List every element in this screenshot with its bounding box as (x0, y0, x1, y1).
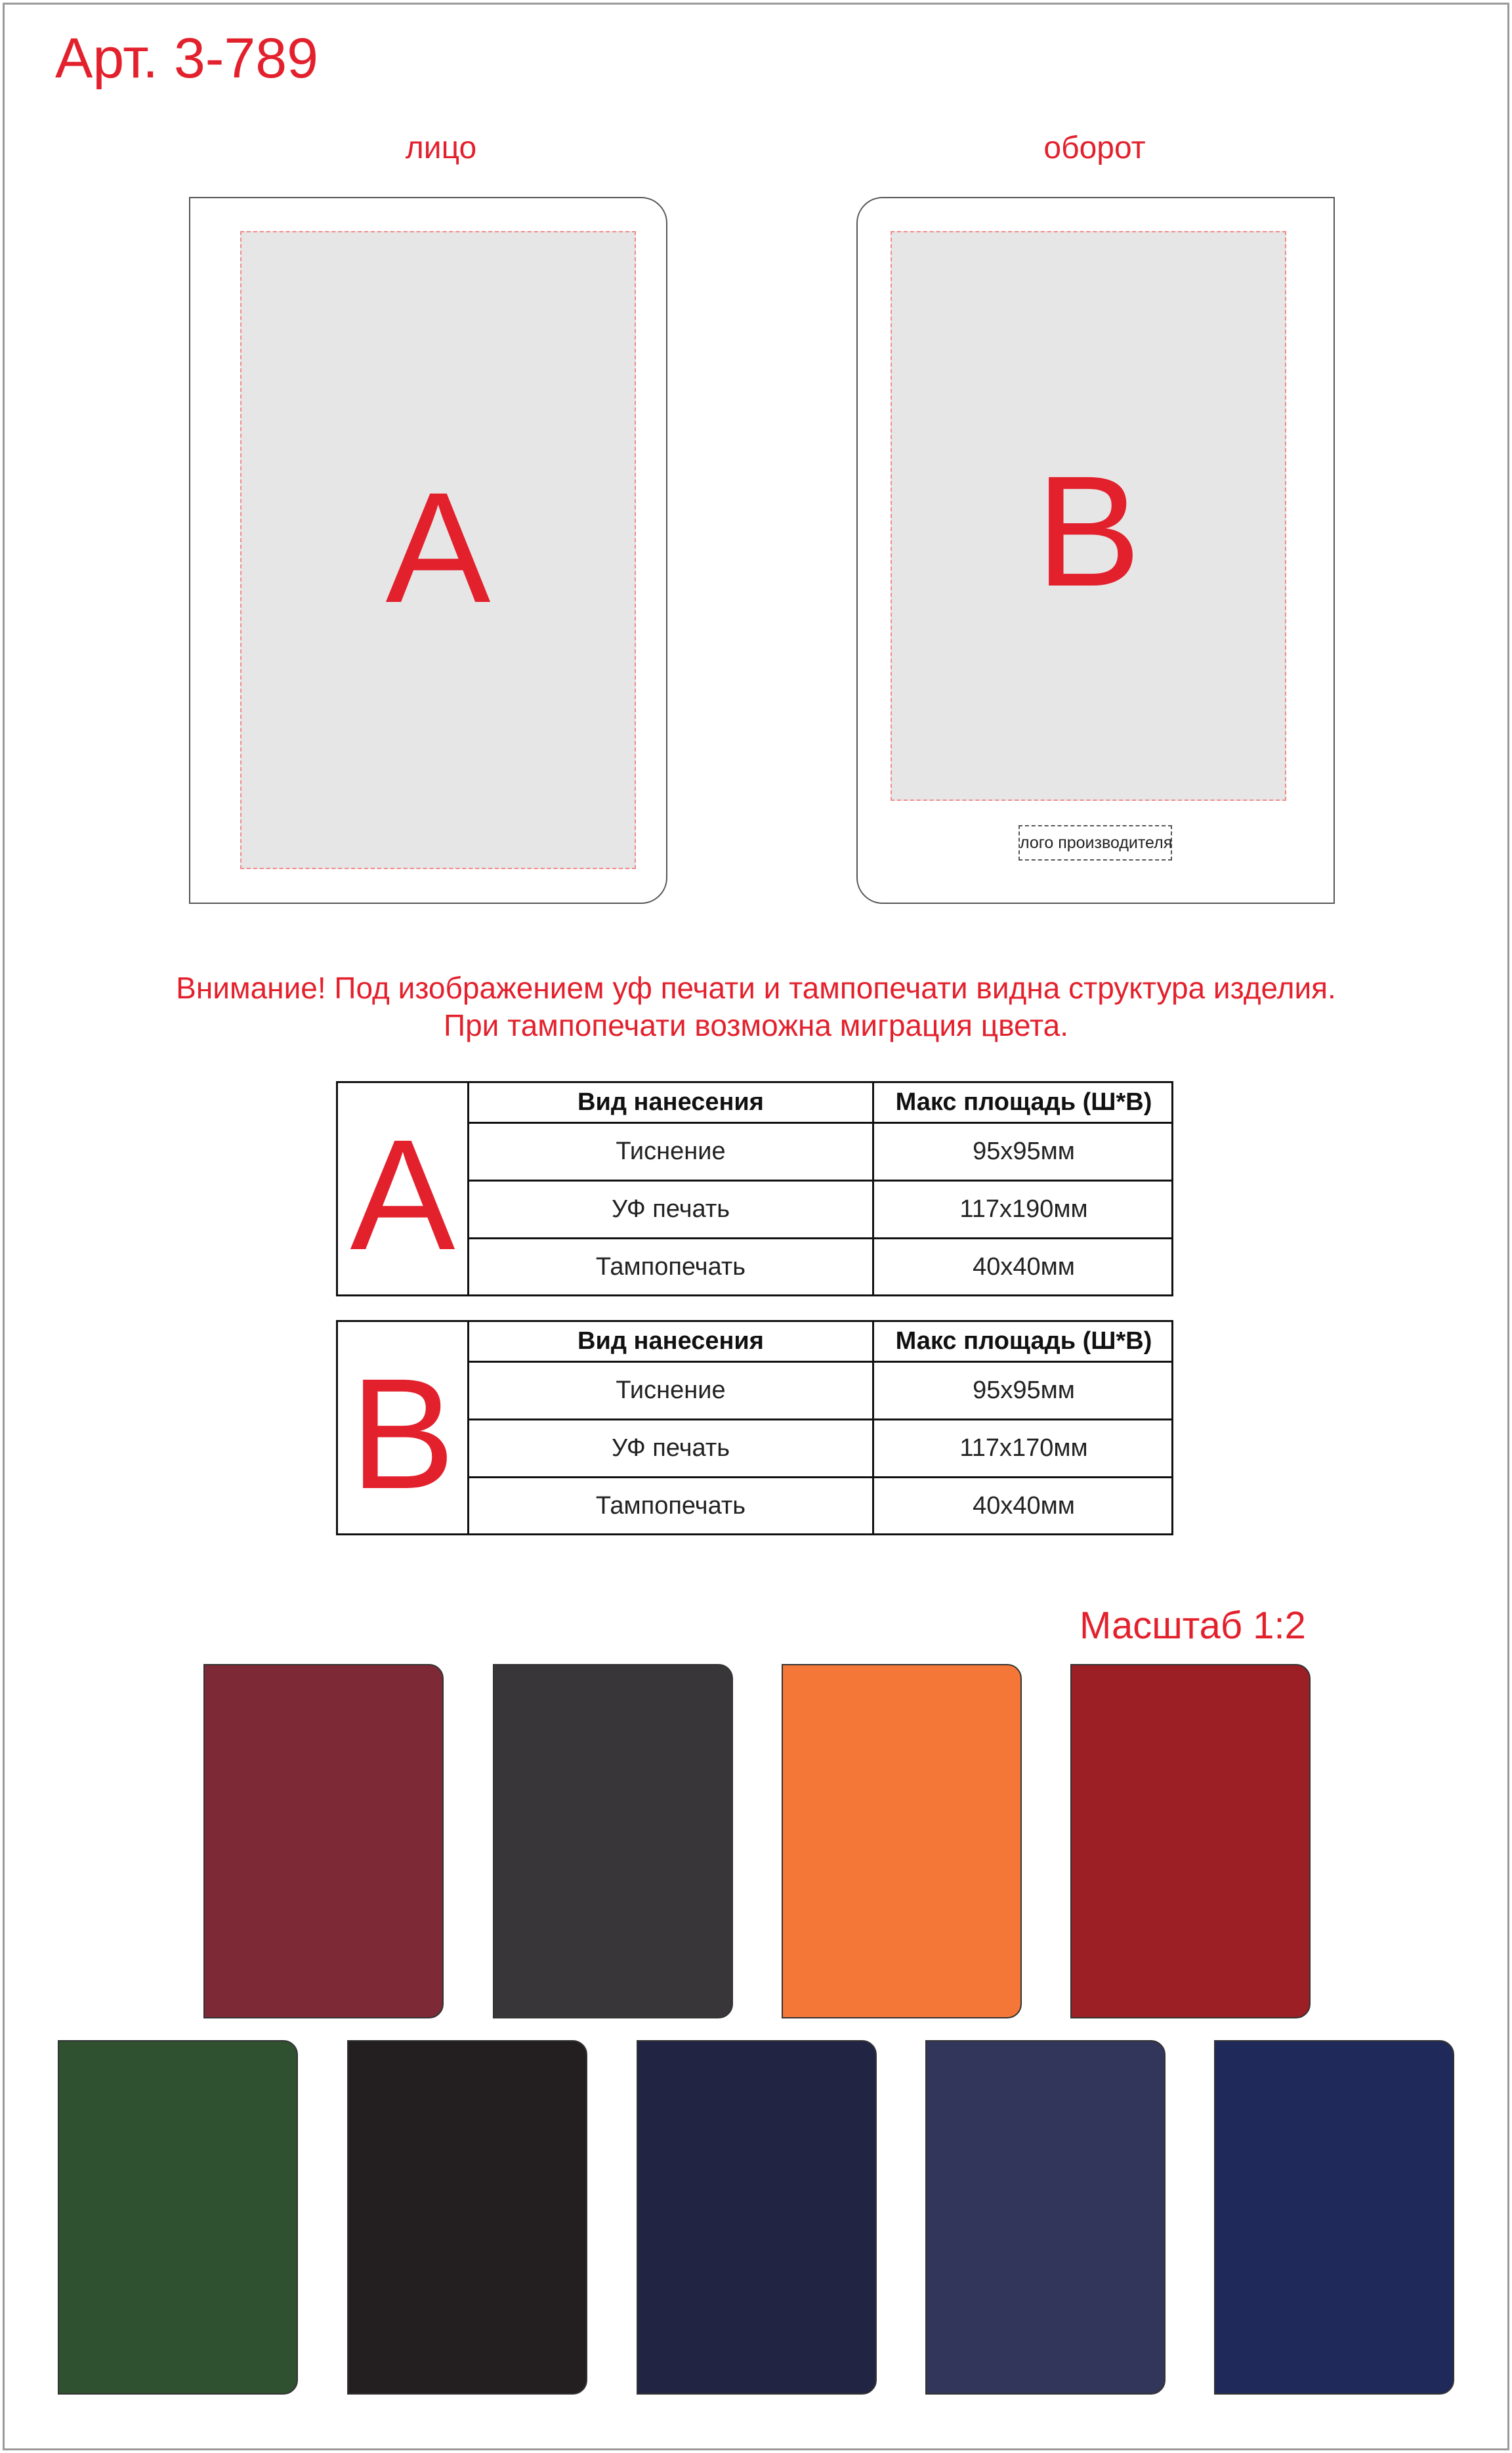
color-swatch (925, 2040, 1166, 2395)
warning-line-1: Внимание! Под изображением уф печати и тампопечати видна структура изделия. (176, 971, 1336, 1005)
print-area-b (891, 231, 1286, 801)
zone-letter-b: B (1036, 443, 1141, 619)
area-cell: 40х40мм (973, 1491, 1075, 1520)
header-max-area: Макс площадь (Ш*В) (895, 1088, 1152, 1116)
spec-letter-a: A (350, 1107, 455, 1283)
warning-line-2: При тампопечати возможна миграция цвета. (444, 1008, 1068, 1042)
header-max-area: Макс площадь (Ш*В) (895, 1327, 1152, 1355)
manufacturer-logo-placeholder: лого производителя (1018, 825, 1172, 861)
table-header-row (469, 1322, 1173, 1363)
color-swatch (347, 2040, 587, 2395)
area-cell: 95х95мм (973, 1376, 1075, 1404)
header-method: Вид нанесения (469, 1322, 874, 1361)
area-cell: 40х40мм (973, 1252, 1075, 1281)
spec-letter-cell (338, 1322, 469, 1533)
area-cell: 117х170мм (959, 1434, 1088, 1462)
color-swatch (203, 1664, 444, 2018)
table-header-row (469, 1083, 1173, 1124)
spec-letter-cell (338, 1083, 469, 1294)
article-title: Арт. 3-789 (55, 27, 318, 90)
method-cell: УФ печать (469, 1182, 874, 1237)
spec-table-b (336, 1320, 1173, 1535)
color-swatch (1070, 1664, 1311, 2018)
spec-letter-b: B (350, 1346, 455, 1522)
area-cell: 117х190мм (959, 1195, 1088, 1223)
table-row (469, 1239, 1173, 1294)
color-swatch (1214, 2040, 1454, 2395)
spec-grid (469, 1083, 1173, 1294)
zone-letter-a: A (385, 459, 491, 635)
method-cell: Тампопечать (469, 1478, 874, 1533)
area-cell: 95х95мм (973, 1138, 1075, 1165)
spec-table-a (336, 1081, 1173, 1296)
color-swatch (782, 1664, 1022, 2018)
spec-grid (469, 1322, 1173, 1533)
table-row (469, 1182, 1173, 1239)
method-cell: Тампопечать (469, 1239, 874, 1294)
scale-label: Масштаб 1:2 (1080, 1604, 1306, 1647)
method-cell: Тиснение (469, 1363, 874, 1418)
front-cover-diagram (189, 197, 667, 904)
method-cell: Тиснение (469, 1124, 874, 1180)
table-row (469, 1420, 1173, 1478)
color-swatch (637, 2040, 877, 2395)
table-row (469, 1124, 1173, 1182)
back-side-label: оборот (1043, 131, 1146, 165)
method-cell: УФ печать (469, 1420, 874, 1476)
back-cover-diagram (856, 197, 1335, 904)
header-method: Вид нанесения (469, 1083, 874, 1122)
table-row (469, 1363, 1173, 1420)
table-row (469, 1478, 1173, 1533)
color-swatch (58, 2040, 298, 2395)
front-side-label: лицо (405, 131, 477, 165)
color-swatch (493, 1664, 733, 2018)
print-area-a (240, 231, 636, 869)
